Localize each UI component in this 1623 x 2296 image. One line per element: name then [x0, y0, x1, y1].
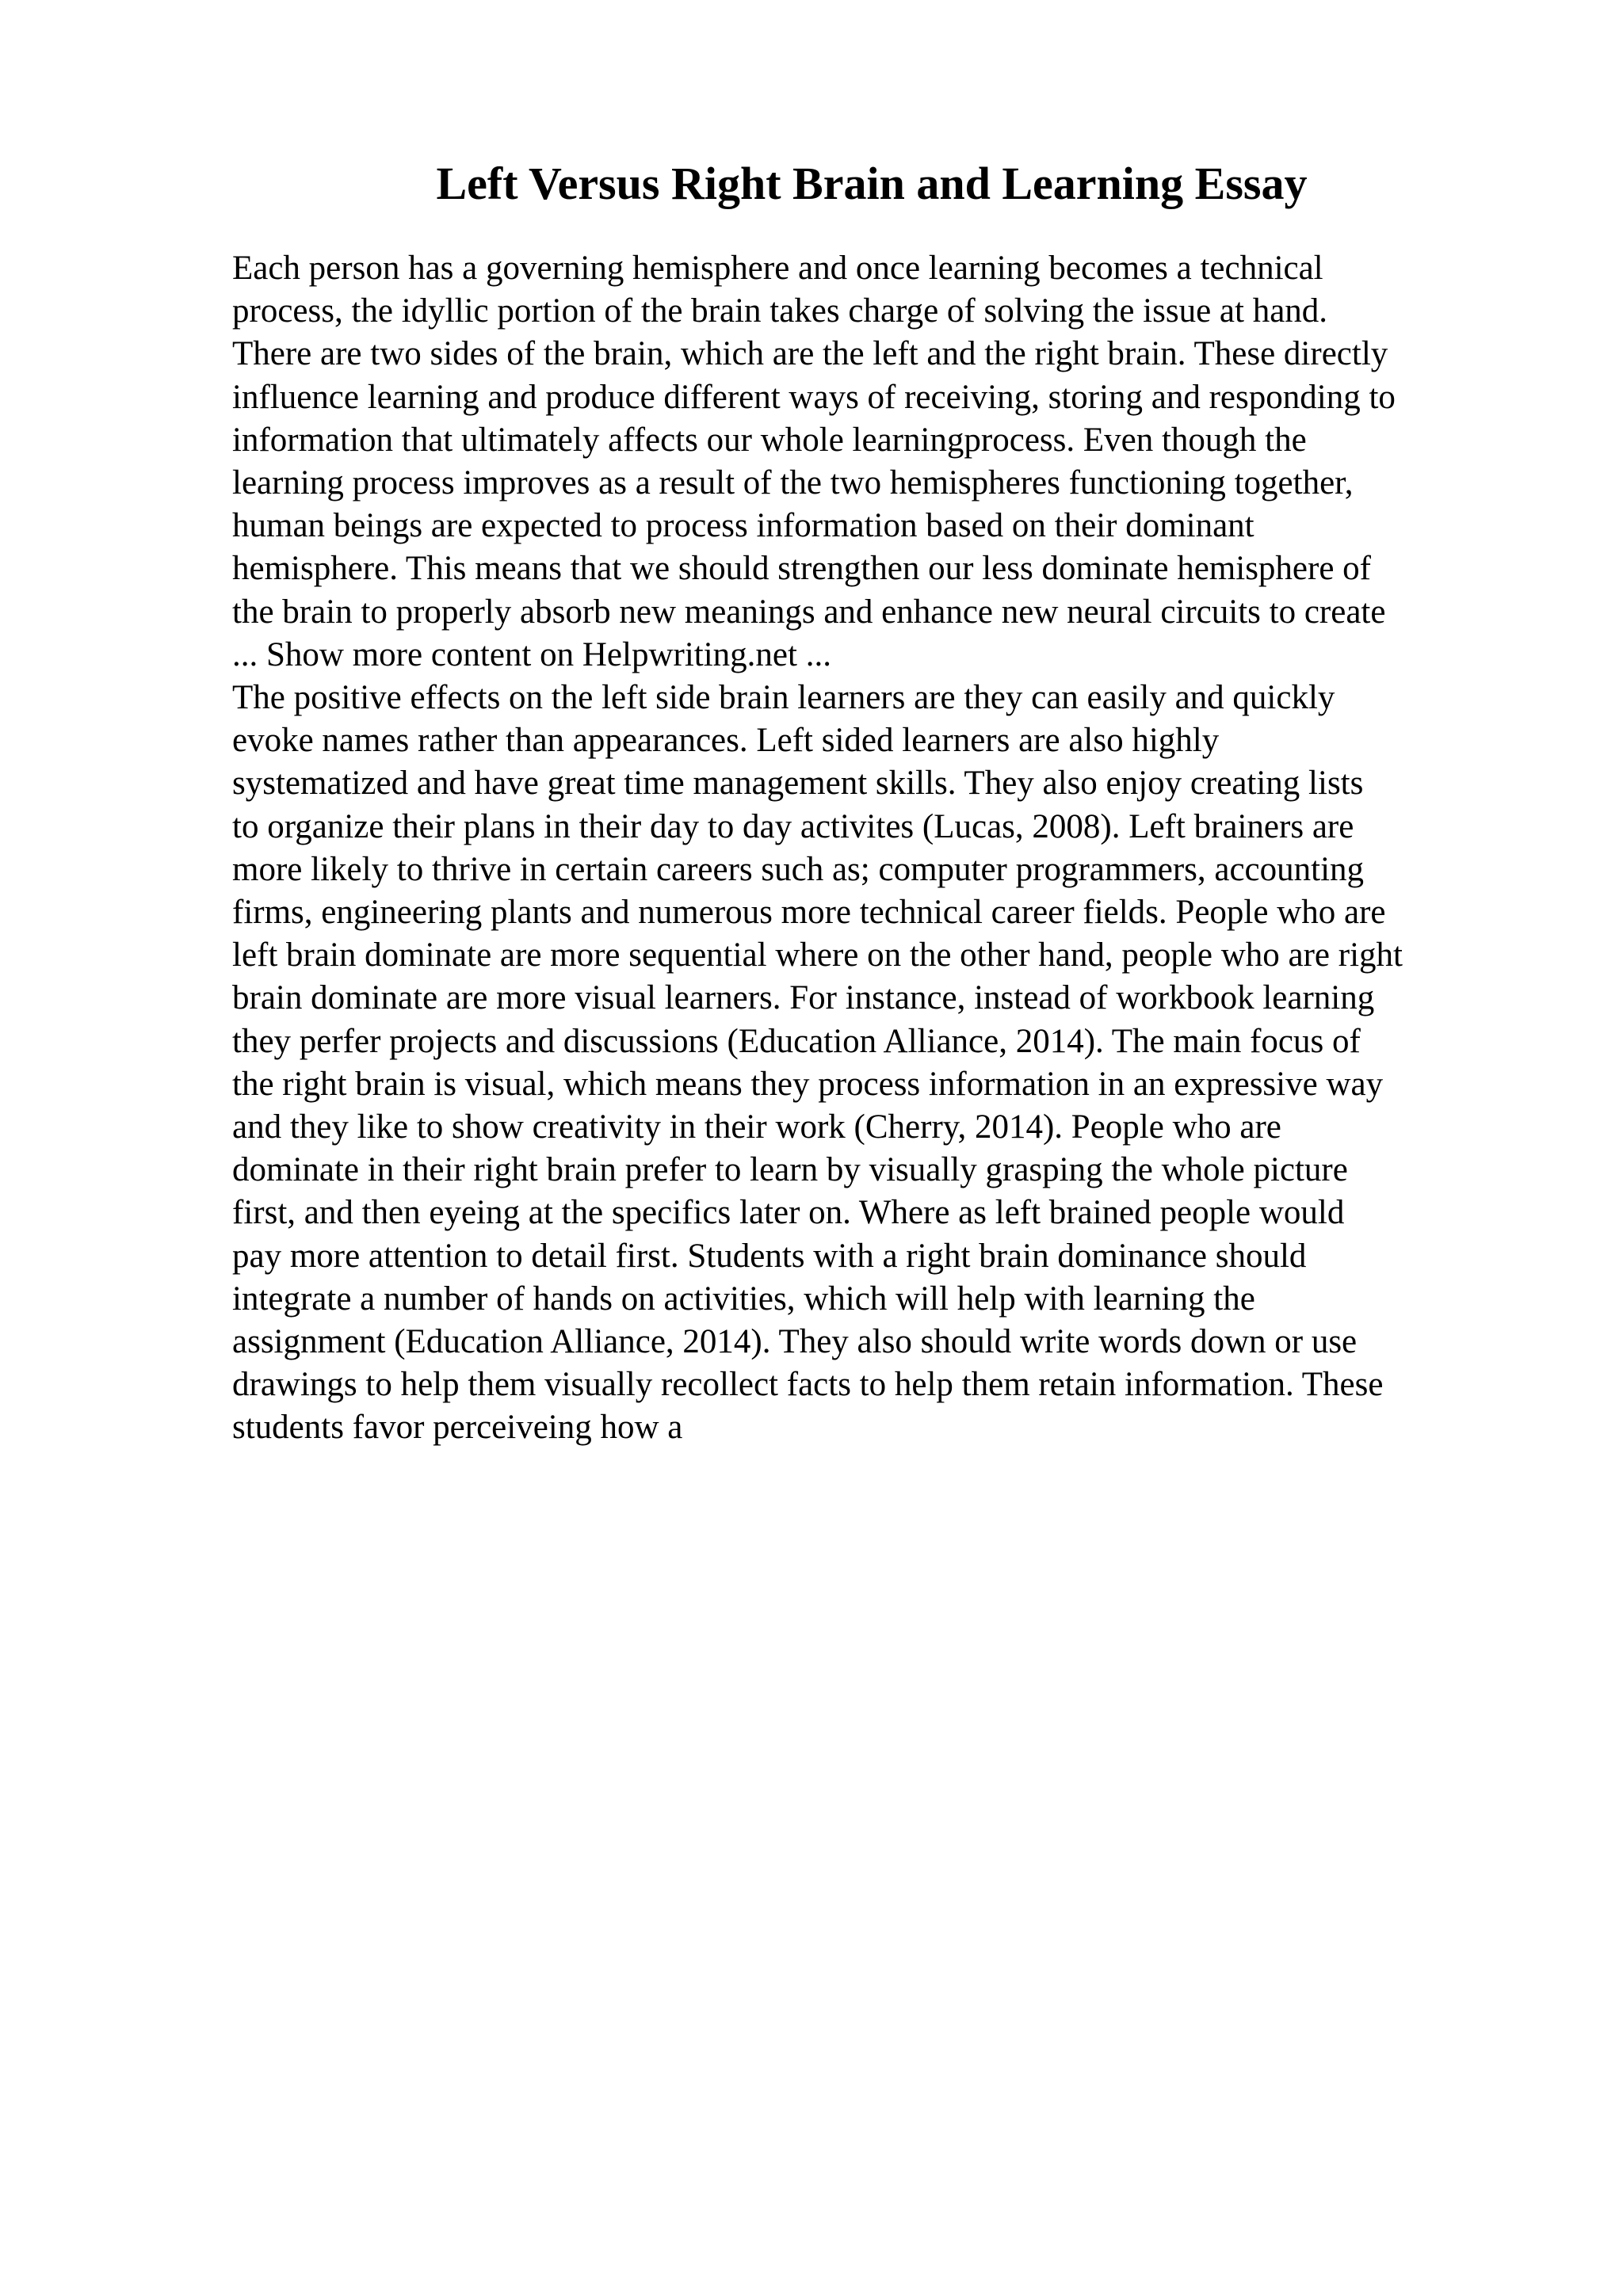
text-line: information that ultimately affects our whole learningprocess. Even though the	[232, 421, 1307, 459]
text-line: assignment (Education Alliance, 2014). They also should write words down or use	[232, 1323, 1358, 1361]
text-line: the brain to properly absorb new meanings and enhance new neural circuits to create	[232, 593, 1386, 631]
text-line: evoke names rather than appearances. Left sided learners are also highly	[232, 722, 1220, 760]
text-line: to organize their plans in their day to day activites (Lucas, 2008). Left brainers are	[232, 807, 1354, 845]
essay-body	[232, 247, 1548, 1450]
text-line: process, the idyllic portion of the brain takes charge of solving the issue at hand.	[232, 292, 1328, 330]
text-line: pay more attention to detail first. Students with a right brain dominance should	[232, 1237, 1307, 1275]
text-line: hemisphere. This means that we should strengthen our less dominate hemisphere of	[232, 550, 1371, 588]
text-line: influence learning and produce different ways of receiving, storing and responding to	[232, 378, 1396, 416]
text-line: and they like to show creativity in their work (Cherry, 2014). People who are	[232, 1108, 1281, 1146]
text-line: drawings to help them visually recollect facts to help them retain information. These	[232, 1366, 1384, 1404]
text-line: left brain dominate are more sequential where on the other hand, people who are right	[232, 936, 1403, 974]
text-line: The positive effects on the left side brain learners are they can easily and quickly	[232, 679, 1335, 717]
text-line: human beings are expected to process information based on their dominant	[232, 507, 1254, 545]
text-line: There are two sides of the brain, which are the left and the right brain. These directly	[232, 335, 1388, 373]
text-line: first, and then eyeing at the specifics later on. Where as left brained people would	[232, 1194, 1345, 1232]
text-line: Each person has a governing hemisphere and once learning becomes a technical	[232, 250, 1323, 287]
text-line: firms, engineering plants and numerous more technical career fields. People who are	[232, 894, 1386, 932]
text-line: integrate a number of hands on activities, which will help with learning the	[232, 1280, 1255, 1318]
show-more-line: ... Show more content on Helpwriting.net ...	[232, 635, 831, 673]
text-line: dominate in their right brain prefer to learn by visually grasping the whole picture	[232, 1151, 1348, 1189]
text-line: brain dominate are more visual learners. For instance, instead of workbook learning	[232, 979, 1375, 1017]
text-line: the right brain is visual, which means they process information in an expressive way	[232, 1065, 1384, 1103]
text-line: systematized and have great time management skills. They also enjoy creating lists	[232, 765, 1364, 803]
text-line: learning process improves as a result of the two hemispheres functioning together,	[232, 464, 1354, 502]
text-line: students favor perceiveing how a	[232, 1409, 683, 1447]
text-line: more likely to thrive in certain careers such as; computer programmers, accounting	[232, 850, 1365, 888]
page-title: Left Versus Right Brain and Learning Essay	[436, 158, 1308, 209]
text-line: they perfer projects and discussions (Education Alliance, 2014). The main focus of	[232, 1022, 1361, 1060]
